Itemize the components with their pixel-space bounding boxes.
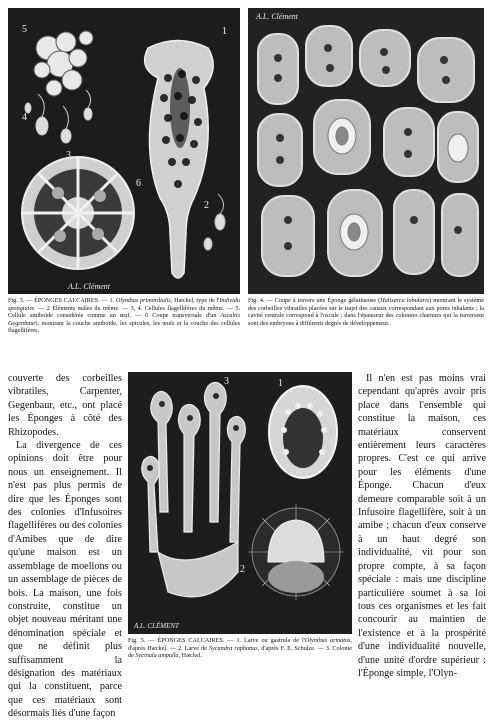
paragraph: La divergence de ces opinions doit être pour nous un enseignement. Il n'est pas plus permis de dire que les Éponges sont des colonies d'Infusoires flagellifères ou des colonies d'Amibes que de dire qu'une maison est un assemblage de moellons ou un assemblage de pièces de bois. La maison, une fois construite, constitue un objet nouveau méritant une dénomination spéciale et que ne définit plus suffisamment la désignation des matériaux qui la constituent, parce que ces matériaux sont désormais liés d'une façon — [8, 440, 123, 720]
paragraph: couverte des corbeilles vibratiles, Carpenter, Gegenbaur, etc., ont placé les Éponges à côté des Rhizopodes. — [8, 373, 122, 438]
figure-4-gelatinous-sponge-section — [248, 8, 484, 294]
fig4-signature: A.L. Clément — [256, 12, 298, 21]
figure-3-caption: Fig. 3. — ÉPONGES CALCAIRES. — 1. Olynthus primordialis, Hæckel, type de l'Individu spongiaire. — 2 Éléments mâles du même. — 3, 4. Cellules flagellifères du même. — 5. Cellule amiboïde considérée comme un œuf. — 6 Coupe transversale d'un Ascaltis Gegenbauri, montrant la couche amiboïde, les spicules, les œufs et la couche des cellules flagellifères. — [8, 297, 240, 335]
fig3-label-1: 1 — [222, 26, 227, 37]
body-column-left — [8, 372, 122, 721]
olynthus-armatus-larva — [269, 386, 337, 478]
figure-5-caption: Fig. 5. — ÉPONGES CALCAIRES. — 1. Larve ou gastrula de l'Olynthus armatus, d'après Hæckel. — 2. Larve de Sycandra raphanus, d'après F. E. Schulze. — 3. Colonie de Sycinula ampulla, Hæckel. — [128, 637, 353, 660]
fig3-label-6: 6 — [136, 178, 141, 189]
transverse-section-ascaltis — [22, 157, 134, 269]
fig3-label-4: 4 — [22, 112, 27, 123]
figure-4-caption: Fig. 4. — Coupe à travers une Éponge gélatineuse (Halisarca lobularis) montrant le système des corbeilles vibratiles placées sur le trajet des canaux correspondant aux pores inhalants ; la cavité centrale correspond à l'oscule ; dans l'épaisseur des colonnes charnues qui la traversent sont des embryons à différents degrés de développement. — [248, 297, 484, 327]
figure-5-calcareous-sponges — [128, 372, 352, 634]
figure-4-engraving — [248, 8, 484, 294]
fig3-label-3: 3 — [66, 150, 71, 161]
fig3-signature: A.L. Clément — [68, 282, 110, 291]
sycandra-raphanus-larva — [248, 504, 344, 600]
figure-3-calcareous-sponges — [8, 8, 240, 294]
fig3-label-2: 2 — [204, 200, 209, 211]
fig3-label-5: 5 — [22, 24, 27, 35]
fig5-label-2: 2 — [240, 564, 245, 575]
figure-3-engraving — [8, 8, 240, 294]
fig5-label-1: 1 — [278, 378, 283, 389]
fig5-label-3: 3 — [224, 376, 229, 387]
fig5-signature: A.L. CLÉMENT — [134, 622, 179, 630]
body-column-right — [358, 372, 486, 680]
paragraph: Il n'en est pas moins vrai cependant qu'après avoir pris place dans l'ensemble qui constitue la maison, ces matériaux conservent entièrement leurs caractères propres. C'est ce qui arrive pour les éléments d'une Éponge. Chacun d'eux demeure comparable soit à un Infusoire flagellifère, soit à un amibe ; chacun d'eux conserve à un haut degré son individualité, vit pour son propre compte, à sa façon spéciale : mais une discipline particulière soumet à sa loi tous ces organismes et les fait concourir au maintien de l'existence et à la prospérité d'une individualité nouvelle, d'une unité d'ordre supérieur : l'Éponge simple, l'Olyn- — [358, 373, 486, 679]
figure-5-engraving — [128, 372, 352, 634]
